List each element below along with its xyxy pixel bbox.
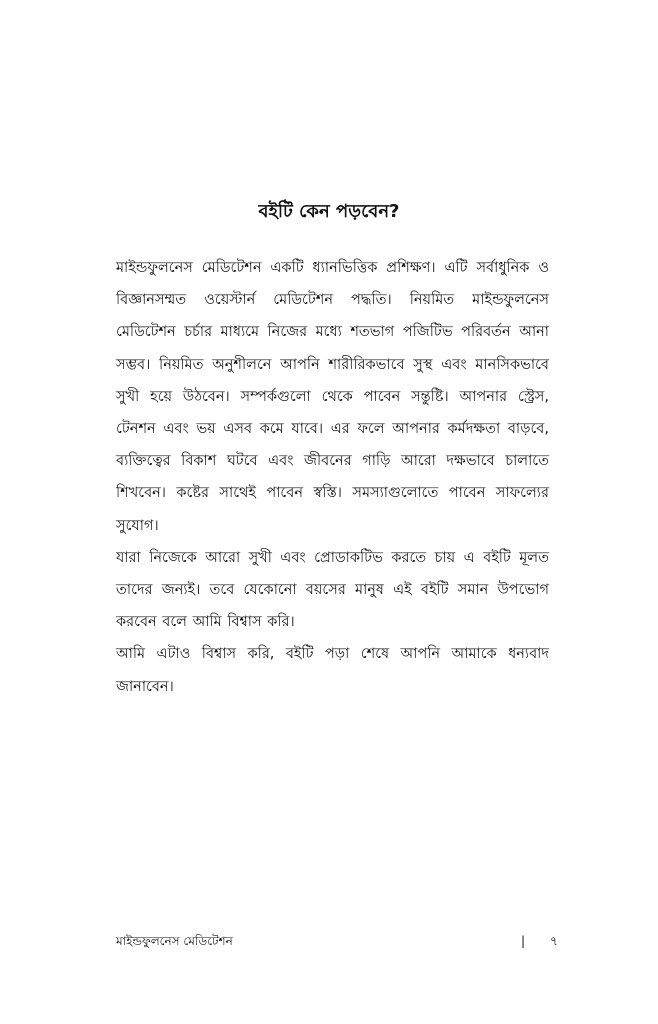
paragraph-3: আমি এটাও বিশ্বাস করি, বইটি পড়া শেষে আপনি আমাকে ধন্যবাদ জানাবেন।: [116, 646, 549, 695]
footer-book-title: মাইন্ডফুলনেস মেডিটেশন: [116, 934, 233, 948]
footer-separator: |: [521, 934, 526, 948]
paragraph-2: যারা নিজেকে আরো সুখী এবং প্রোডাকটিভ করতে চায় এ বইটি মূলত তাদের জন্যই। তবে যেকোনো বয়সের মানুষ এই বইটি সমান উপভোগ করবেন বলে আমি বিশ্বাস করি।: [116, 549, 549, 631]
paragraph-1: মাইন্ডফুলনেস মেডিটেশন একটি ধ্যানভিত্তিক প্রশিক্ষণ। এটি সর্বাধুনিক ও বিজ্ঞানসম্মত ওয়েস্টার্ন মেডিটেশন পদ্ধতি। নিয়মিত মাইন্ডফুলনেস মেডিটেশন চর্চার মাধ্যমে নিজের মধ্যে শতভাগ পজিটিভ পরিবর্তন আনা সম্ভব। নিয়মিত অনুশীলনে আপনি শারীরিকভাবে সুস্থ এবং মানসিকভাবে সুখী হয়ে উঠবেন। সম্পর্কগুলো থেকে পাবেন সন্তুষ্টি। আপনার স্ট্রেস, টেনশন এবং ভয় এসব কমে যাবে। এর ফলে আপনার কর্মদক্ষতা বাড়বে, ব্যক্তিত্বের বিকাশ ঘটবে এবং জীবনের গাড়ি আরো দক্ষভাবে চালাতে শিখবেন। কষ্টের সাথেই পাবেন স্বস্তি। সমস্যাগুলোতে পাবেন সাফল্যের সুযোগ।: [116, 260, 549, 534]
chapter-title: বইটি কেন পড়বেন?: [258, 201, 400, 222]
footer-page-number: ৭: [550, 934, 558, 948]
body-text: [116, 252, 549, 703]
